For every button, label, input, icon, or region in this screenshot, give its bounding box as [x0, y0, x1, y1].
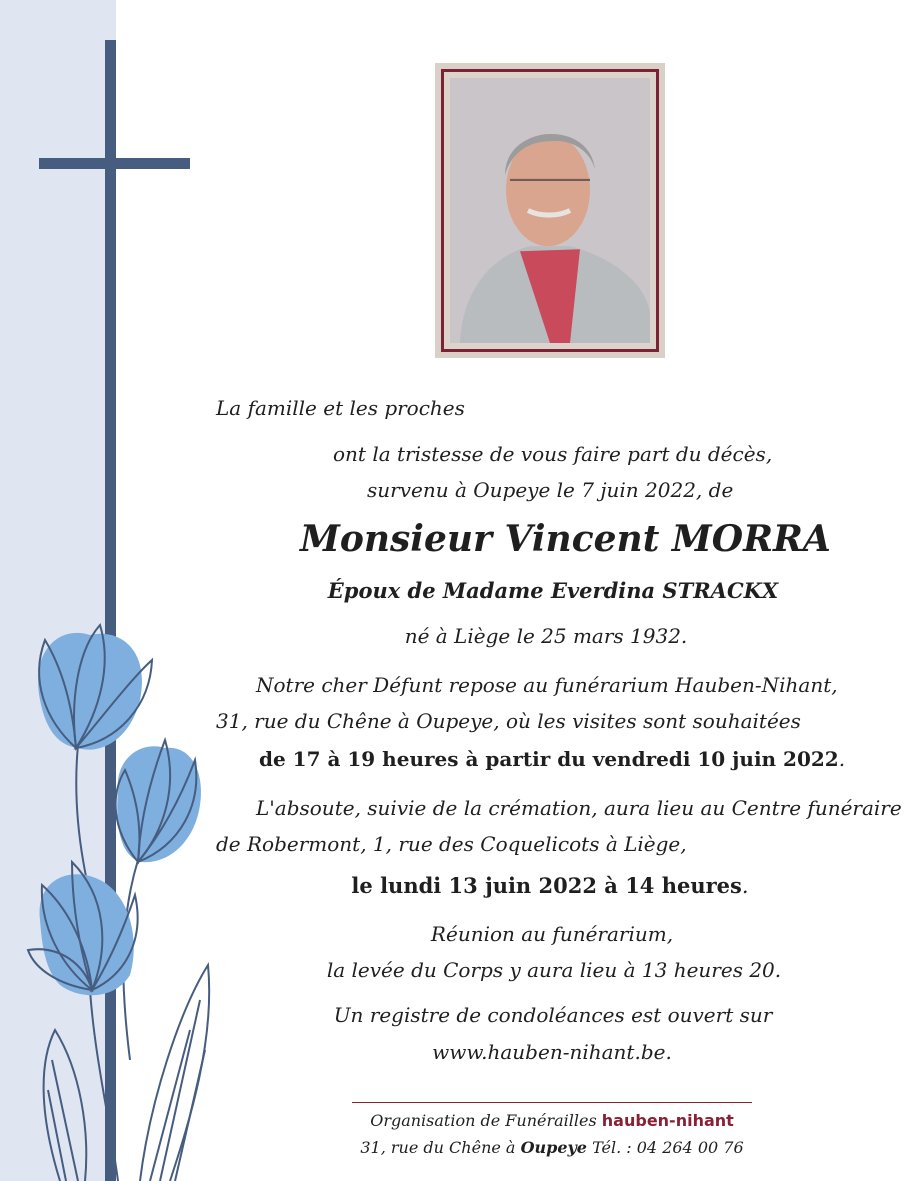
gathering-line-2: la levée du Corps y aura lieu à 13 heures 20. [326, 958, 782, 982]
birth-line: né à Liège le 25 mars 1932. [404, 624, 688, 648]
footer-address-town: Oupeye [520, 1138, 587, 1157]
ceremony-date-end: . [741, 874, 749, 898]
ceremony-date-text: le lundi 13 juin 2022 à 14 heures [351, 873, 742, 898]
ceremony-line-1: L'absoute, suivie de la crémation, aura lieu au Centre funéraire [256, 796, 902, 820]
tulip-icon-1 [38, 625, 152, 750]
leaf-icons [44, 965, 210, 1181]
opening-line-1: La famille et les proches [216, 396, 465, 420]
spouse-line: Époux de Madame Everdina STRACKX [327, 578, 779, 603]
visitation-line-1: Notre cher Défunt repose au funérarium Hauben-Nihant, [256, 673, 838, 697]
footer-address-prefix: 31, rue du Chêne à [360, 1138, 516, 1157]
footer-phone: Tél. : 04 264 00 76 [592, 1138, 744, 1157]
portrait-border [441, 69, 659, 352]
deceased-name: Monsieur Vincent MORRA [300, 518, 831, 560]
footer-divider [352, 1102, 752, 1103]
cross-and-tulips-decoration [0, 0, 260, 1181]
footer-address [352, 1138, 752, 1157]
opening-line-3: survenu à Oupeye le 7 juin 2022, de [367, 478, 734, 502]
ceremony-date [344, 873, 756, 898]
footer-organisation [352, 1111, 752, 1130]
opening-line-2: ont la tristesse de vous faire part du décès, [333, 442, 773, 466]
ceremony-line-2: de Robermont, 1, rue des Coquelicots à Liège, [216, 832, 687, 856]
brand-logo: hauben-nihant [601, 1111, 734, 1130]
registry-link[interactable]: www.hauben-nihant.be. [432, 1040, 672, 1064]
portrait-frame [435, 63, 665, 358]
visitation-hours-end: . [838, 747, 846, 771]
cross-vertical-bar [105, 40, 116, 1181]
portrait-photo [450, 78, 650, 343]
tulip-icon-3 [28, 862, 138, 995]
visitation-line-2: 31, rue du Chêne à Oupeye, où les visites sont souhaitées [216, 709, 801, 733]
gathering-line-1: Réunion au funérarium, [430, 922, 674, 946]
visitation-hours [259, 747, 845, 771]
footer-org-prefix: Organisation de Funérailles [370, 1111, 597, 1130]
registry-line-1: Un registre de condoléances est ouvert sur [333, 1003, 773, 1027]
visitation-hours-text: de 17 à 19 heures à partir du vendredi 10 juin 2022 [259, 747, 839, 771]
cross-horizontal-bar [39, 158, 190, 169]
tulip-icon-2 [116, 740, 201, 862]
